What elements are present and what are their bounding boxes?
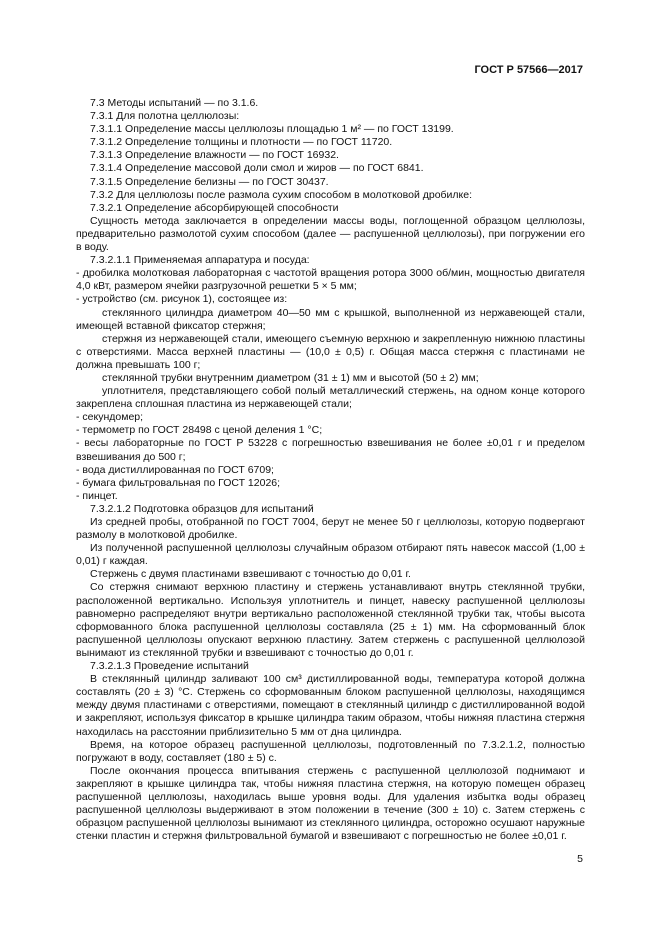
list-item: 7.3.1.2 Определение толщины и плотности — по ГОСТ 11720. bbox=[90, 136, 393, 149]
paragraph: Время, на которое образец распушенной целлюлозы, подготовленный по 7.3.2.1.2, полностью погружают в воду, составляет (180 ± 5) с. bbox=[76, 738, 585, 764]
paragraph: Со стержня снимают верхнюю пластину и стержень устанавливают внутрь стеклянной трубки, расположенной вертикально. Используя уплотнитель и пинцет, навеску распушенной целлюлозы равномерно распределяют внутри вертикально расположенной стеклянной трубки так, чтобы высота сформованного блока распушенной целлюлозы составляла (25 ± 1) мм. На сформованный блок распушенной целлюлозы опускают верхнюю пластину. Затем стержень с распушенной целлюлозой вынимают из стеклянной трубки и взвешивают с точностью до 0,01 г. bbox=[76, 581, 585, 659]
subsection-heading: 7.3.2.1 Определение абсорбирующей способности bbox=[90, 201, 339, 214]
list-item: 7.3.1.4 Определение массовой доли смол и жиров — по ГОСТ 6841. bbox=[90, 162, 424, 175]
list-item: - бумага фильтровальная по ГОСТ 12026; bbox=[76, 476, 281, 489]
subsection-heading: 7.3.2.1.3 Проведение испытаний bbox=[90, 660, 249, 673]
list-item: - весы лабораторные по ГОСТ Р 53228 с погрешностью взвешивания не более ±0,01 г и пределом взвешивания до 500 г; bbox=[76, 437, 585, 463]
list-subitem: уплотнителя, представляющего собой полый металлический стержень, на одном конце которого закреплена сплошная пластина из нержавеющей стали; bbox=[76, 385, 585, 411]
page-number: 5 bbox=[577, 853, 583, 865]
paragraph: Из полученной распушенной целлюлозы случайным образом отбирают пять навесок массой (1,00 ± 0,01) г каждая. bbox=[76, 542, 585, 568]
list-subitem: стеклянного цилиндра диаметром 40—50 мм с крышкой, выполненной из нержавеющей стали, имеющей вставной фиксатор стержня; bbox=[76, 306, 585, 332]
section-heading: 7.3 Методы испытаний — по 3.1.6. bbox=[90, 97, 259, 109]
paragraph: После окончания процесса впитывания стержень с распушенной целлюлозой поднимают и закрепляют в крышке цилиндра так, чтобы нижняя пластина стержня, на которую помещен образец распушенной целлюлозы, находилась выше уровня воды. Для удаления избытка воды образец распушенной целлюлозы выдерживают в этом положении в течение (300 ± 10) с. Затем стержень с образцом распушенной целлюлозы вынимают из стеклянного цилиндра, осторожно осушают наружные стенки пластин и стержня фильтровальной бумагой и взвешивают с погрешностью не более ±0,01 г. bbox=[76, 764, 585, 843]
list-item: - термометр по ГОСТ 28498 с ценой деления 1 °С; bbox=[76, 424, 323, 437]
subsection-heading: 7.3.2.1.2 Подготовка образцов для испытаний bbox=[90, 502, 314, 515]
list-item: 7.3.1.3 Определение влажности — по ГОСТ 16932. bbox=[90, 149, 339, 162]
list-item: 7.3.1.5 Определение белизны — по ГОСТ 30437. bbox=[90, 175, 329, 188]
paragraph: Стержень с двумя пластинами взвешивают с точностью до 0,01 г. bbox=[90, 568, 411, 581]
subsection-heading: 7.3.2 Для целлюлозы после размола сухим способом в молотковой дробилке: bbox=[90, 188, 473, 201]
list-subitem: стеклянной трубки внутренним диаметром (31 ± 1) мм и высотой (50 ± 2) мм; bbox=[102, 371, 479, 384]
subsection-heading: 7.3.1 Для полотна целлюлозы: bbox=[90, 110, 240, 123]
list-subitem: стержня из нержавеющей стали, имеющего съемную верхнюю и закрепленную нижнюю пластины с отверстиями. Масса верхней пластины — (10,0 ± 0,5) г. Общая масса стержня с пластинами не должна превышать 100 г; bbox=[76, 332, 585, 371]
list-item: - секундомер; bbox=[76, 411, 144, 424]
subsection-heading: 7.3.2.1.1 Применяемая аппаратура и посуда: bbox=[90, 254, 310, 267]
list-item: 7.3.1.1 Определение массы целлюлозы площадью 1 м² — по ГОСТ 13199. bbox=[90, 123, 454, 136]
list-item: - устройство (см. рисунок 1), состоящее из: bbox=[76, 293, 288, 306]
list-item: - вода дистиллированная по ГОСТ 6709; bbox=[76, 463, 274, 476]
document-body bbox=[76, 97, 585, 843]
document-id-header: ГОСТ Р 57566—2017 bbox=[474, 64, 583, 76]
list-item: - дробилка молотковая лабораторная с частотой вращения ротора 3000 об/мин, мощностью двигателя 4,0 кВт, размером ячейки разгрузочной решетки 5 × 5 мм; bbox=[76, 267, 585, 293]
paragraph: Из средней пробы, отобранной по ГОСТ 7004, берут не менее 50 г целлюлозы, которую подвергают размолу в молотковой дробилке. bbox=[76, 516, 585, 542]
paragraph: В стеклянный цилиндр заливают 100 см³ дистиллированной воды, температура которой должна составлять (20 ± 3) °С. Стержень со сформованным блоком распушенной целлюлозы, находящимся между двумя пластинами с отверстиями, помещают в стеклянный цилиндр с дистиллированной водой и закрепляют, используя фиксатор в крышке цилиндра таким образом, чтобы нижняя пластина стержня находилась на расстоянии приблизительно 5 мм от дна цилиндра. bbox=[76, 673, 585, 738]
paragraph: Сущность метода заключается в определении массы воды, поглощенной образцом целлюлозы, предварительно размолотой сухим способом (далее — распушенной целлюлозы), при погружении его в воду. bbox=[76, 214, 585, 254]
list-item: - пинцет. bbox=[76, 489, 118, 502]
